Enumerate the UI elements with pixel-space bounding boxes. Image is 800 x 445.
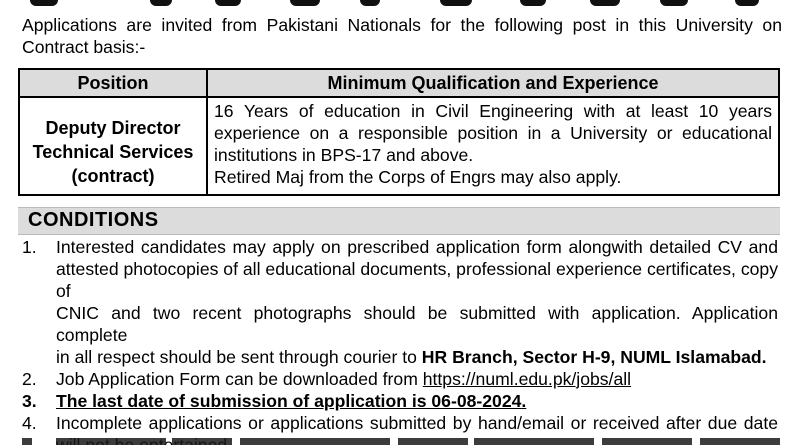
item-number: 2.: [22, 369, 37, 389]
condition-text: in all respect should be sent through courier to: [56, 347, 422, 367]
cropped-next-condition: [22, 438, 782, 445]
condition-line: attested photocopies of all educational documents, professional experience certificates, copy of: [56, 259, 778, 301]
table-header-row: [19, 69, 779, 97]
list-item: [0, 236, 800, 368]
positions-table: [18, 68, 780, 196]
qualification-line: 16 Years of education in Civil Engineering with at least 10 years: [214, 101, 772, 121]
deadline-text: The last date of submission of application is 06-08-2024.: [56, 391, 527, 411]
item-number: 3.: [22, 391, 37, 411]
column-header-position: Position: [19, 69, 207, 97]
item-number: 1.: [22, 237, 37, 257]
qualification-cell: [207, 97, 779, 195]
position-title-line: (contract): [71, 166, 155, 186]
position-title-line: Technical Services: [32, 142, 194, 162]
column-header-qualification: Minimum Qualification and Experience: [207, 69, 779, 97]
condition-line: CNIC and two recent photographs should be submitted with application. Application complete: [56, 303, 778, 345]
intro-paragraph: [22, 14, 782, 58]
cropped-banner-heading: [0, 0, 800, 10]
qualification-line: experience on a responsible position in a University or educational: [214, 123, 772, 143]
position-cell: [19, 97, 207, 195]
conditions-heading-bar: [18, 207, 780, 235]
intro-line-1: Applications are invited from Pakistani Nationals for the following post in this University on: [22, 15, 782, 35]
table-row: [19, 97, 779, 195]
condition-line: Interested candidates may apply on prescribed application form alongwith detailed CV and: [56, 237, 778, 257]
qualification-line: Retired Maj from the Corps of Engrs may also apply.: [214, 167, 622, 187]
position-title-line: Deputy Director: [45, 118, 181, 138]
condition-line: Incomplete applications or applications submitted by hand/email or received after due date: [56, 413, 778, 433]
conditions-list: [0, 236, 800, 445]
hr-address: HR Branch, Sector H-9, NUML Islamabad.: [421, 347, 767, 367]
condition-text: Job Application Form can be downloaded from: [56, 369, 423, 389]
qualification-line: institutions in BPS-17 and above.: [214, 145, 474, 165]
list-item: [0, 390, 800, 412]
jobs-link[interactable]: https://numl.edu.pk/jobs/all: [422, 369, 632, 389]
condition-line: [56, 346, 778, 368]
list-item: [0, 368, 800, 390]
item-number: 4.: [22, 413, 37, 433]
condition-line: [56, 368, 778, 390]
conditions-heading: CONDITIONS: [28, 209, 159, 231]
intro-line-2: Contract basis:-: [22, 37, 146, 57]
